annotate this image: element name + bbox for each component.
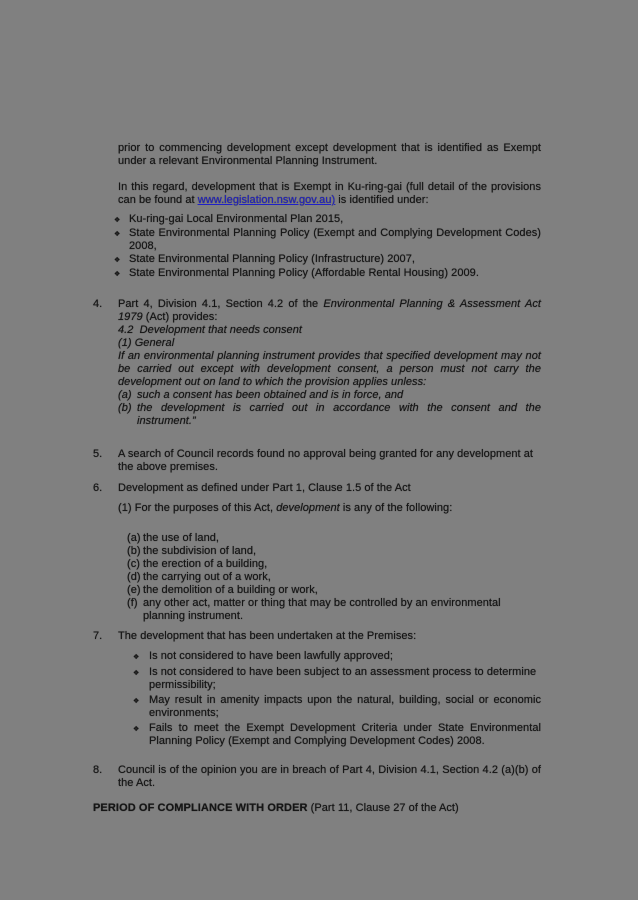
list-item (133, 666, 541, 692)
item-number: 7. (93, 630, 103, 642)
point-marker: (a) (127, 532, 141, 544)
regard-paragraph (118, 181, 541, 207)
point-text: such a consent has been obtained and is in force, and (137, 389, 404, 401)
planning-instruments-list (93, 213, 541, 281)
clause-title: 4.2 Development that needs consent (118, 324, 302, 336)
list-item (133, 650, 541, 664)
quote-point-a (118, 389, 541, 402)
numbered-item-5 (93, 448, 541, 474)
definition-item (127, 532, 541, 545)
heading-bold-text: PERIOD OF COMPLIANCE WITH ORDER (93, 802, 308, 814)
definition-item (127, 584, 541, 597)
diamond-bullet-icon: ❖ (114, 231, 121, 238)
item-heading: The development that has been undertaken at the Premises: (118, 630, 417, 642)
definition-item (127, 558, 541, 571)
act-title-italic: Environmental Planning & Assessment Act 1979 (118, 298, 542, 323)
diamond-bullet-icon: ❖ (133, 726, 140, 733)
diamond-bullet-icon: ❖ (114, 217, 121, 224)
item-number: 6. (93, 482, 103, 494)
numbered-item-7 (93, 630, 541, 750)
list-item (133, 722, 541, 748)
definition-text: the carrying out of a work, (143, 571, 271, 583)
diamond-bullet-icon: ❖ (133, 698, 140, 705)
item-body (118, 764, 541, 790)
diamond-bullet-icon: ❖ (114, 271, 121, 278)
diamond-bullet-icon: ❖ (114, 257, 121, 264)
item-heading: Development as defined under Part 1, Clause 1.5 of the Act (118, 482, 411, 494)
definition-item (127, 571, 541, 584)
point-marker: (a) (118, 389, 132, 401)
list-item (114, 227, 541, 253)
list-item-text: Ku-ring-gai Local Environmental Plan 2015, (129, 213, 344, 225)
point-marker: (d) (127, 571, 141, 583)
text-run: In this regard, development that is Exempt in Ku-ring-gai (full detail of the provisions can be found at (118, 181, 541, 206)
list-item-text: Fails to meet the Exempt Development Criteria under State Environmental Planning Policy (Exempt and Complying Development Codes) 2008. (149, 722, 541, 747)
heading-normal-text: (Part 11, Clause 27 of the Act) (307, 802, 459, 814)
point-marker: (b) (127, 545, 141, 557)
item-lead (118, 298, 541, 324)
item-body (118, 482, 541, 623)
list-item-text: May result in amenity impacts upon the natural, building, social or economic environments; (149, 694, 541, 719)
numbered-item-4 (93, 298, 541, 428)
item-body (118, 448, 541, 474)
act-quote: If an environmental planning instrument provides that specified development may not be carried out except with development consent, a person must not carry the development out on land to which the provision applies unless: (118, 350, 541, 388)
text-run: is identified under: (335, 194, 429, 206)
diamond-bullet-icon: ❖ (133, 670, 140, 677)
definition-text: any other act, matter or thing that may be controlled by an environmental planning instrument. (143, 597, 501, 622)
item-text: Council is of the opinion you are in breach of Part 4, Division 4.1, Section 4.2 (a)(b) of the Act. (118, 764, 541, 789)
list-item (114, 213, 541, 227)
definition-text: the demolition of a building or work, (143, 584, 318, 596)
list-item-text: Is not considered to have been subject to an assessment process to determine permissibility; (149, 666, 537, 691)
numbered-item-6 (93, 482, 541, 623)
point-marker: (e) (127, 584, 141, 596)
development-italic: development (276, 502, 340, 514)
numbered-item-8 (93, 764, 541, 790)
item-body (118, 630, 541, 750)
item-text: A search of Council records found no approval being granted for any development at the above premises. (118, 448, 534, 473)
text-run: (1) For the purposes of this Act, (118, 502, 277, 514)
item-number: 4. (93, 298, 103, 310)
quote-point-b (118, 402, 541, 428)
definition-text: the erection of a building, (143, 558, 268, 570)
development-findings-list (133, 650, 541, 748)
point-text: the development is carried out in accordance with the consent and the instrument.” (137, 402, 541, 427)
legislation-hyperlink[interactable]: www.legislation.nsw.gov.au) (197, 194, 336, 206)
definition-text: the use of land, (143, 532, 220, 544)
list-item (114, 253, 541, 267)
development-definitions-list (127, 532, 541, 623)
diamond-bullet-icon: ❖ (133, 654, 140, 661)
definition-item (127, 597, 541, 623)
document-page (93, 142, 541, 815)
item-body (118, 298, 541, 428)
text-run: Part 4, Division 4.1, Section 4.2 of the (118, 298, 324, 310)
list-item-text: State Environmental Planning Policy (Affordable Rental Housing) 2009. (129, 267, 479, 279)
period-of-compliance-heading (93, 802, 541, 815)
list-item-text: State Environmental Planning Policy (Infrastructure) 2007, (129, 253, 415, 265)
definition-intro (118, 502, 541, 515)
item-number: 5. (93, 448, 103, 460)
point-marker: (f) (127, 597, 138, 609)
clause-subheading: (1) General (118, 337, 175, 349)
definition-item (127, 545, 541, 558)
point-marker: (b) (118, 402, 132, 414)
text-run: (Act) provides: (142, 311, 218, 323)
list-item-text: Is not considered to have been lawfully approved; (149, 650, 393, 662)
text-run: is any of the following: (339, 502, 453, 514)
list-item (133, 694, 541, 720)
item-number: 8. (93, 764, 103, 776)
list-item (114, 267, 541, 281)
point-marker: (c) (127, 558, 140, 570)
definition-text: the subdivision of land, (143, 545, 257, 557)
list-item-text: State Environmental Planning Policy (Exempt and Complying Development Codes) 2008, (129, 227, 541, 252)
continuation-paragraph: prior to commencing development except development that is identified as Exempt under a relevant Environmental Planning Instrument. (118, 142, 541, 167)
